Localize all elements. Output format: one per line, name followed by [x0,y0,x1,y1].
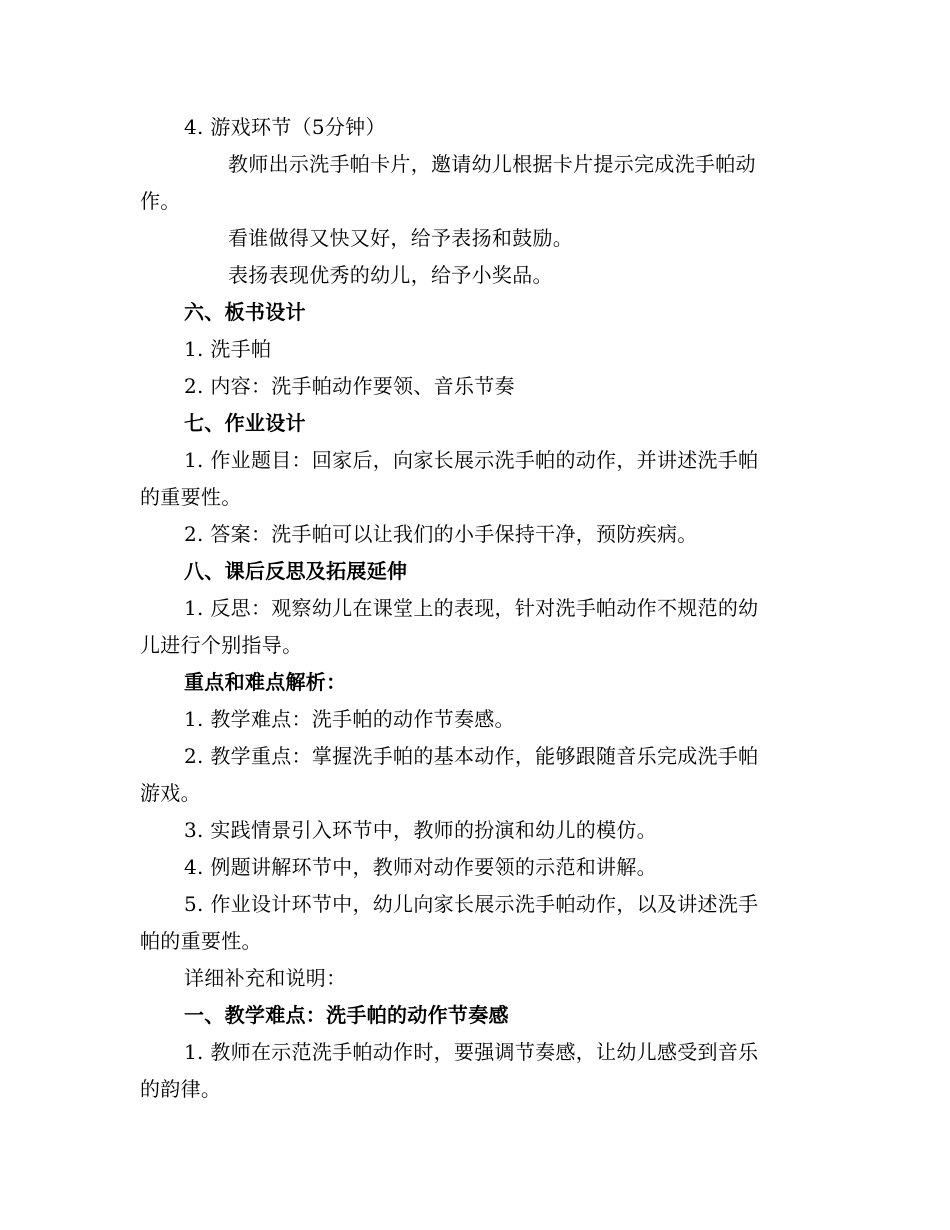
section-heading-teaching-difficulty: 一、教学难点：洗手帕的动作节奏感 [184,1003,509,1027]
paragraph-line: 帕的重要性。 [140,929,262,953]
paragraph-line: 游戏。 [140,781,201,805]
paragraph-line: 作。 [140,189,181,213]
list-item: 1. 洗手帕 [184,337,272,361]
list-item-game-section: 4. 游戏环节（5分钟） [184,115,386,139]
paragraph-line: 详细补充和说明： [184,966,347,990]
paragraph-line: 看谁做得又快又好，给予表扬和鼓励。 [228,226,574,250]
list-item: 1. 反思：观察幼儿在课堂上的表现，针对洗手帕动作不规范的幼 [184,596,759,620]
section-heading-homework-design: 七、作业设计 [184,411,306,435]
list-item: 1. 教学难点：洗手帕的动作节奏感。 [184,707,515,731]
list-item: 5. 作业设计环节中，幼儿向家长展示洗手帕动作，以及讲述洗手 [184,892,759,916]
list-item: 4. 例题讲解环节中，教师对动作要领的示范和讲解。 [184,855,657,879]
paragraph-line: 的韵律。 [140,1077,222,1101]
list-item: 3. 实践情景引入环节中，教师的扮演和幼儿的模仿。 [184,818,657,842]
list-item: 2. 内容：洗手帕动作要领、音乐节奏 [184,374,515,398]
section-heading-reflection: 八、课后反思及拓展延伸 [184,559,408,583]
section-heading-key-points: 重点和难点解析： [184,670,347,694]
list-item: 2. 答案：洗手帕可以让我们的小手保持干净，预防疾病。 [184,522,698,546]
list-item: 2. 教学重点：掌握洗手帕的基本动作，能够跟随音乐完成洗手帕 [184,744,759,768]
section-heading-board-design: 六、板书设计 [184,300,306,324]
paragraph-line: 的重要性。 [140,485,242,509]
paragraph-line: 表扬表现优秀的幼儿，给予小奖品。 [228,263,553,287]
list-item: 1. 作业题目：回家后，向家长展示洗手帕的动作，并讲述洗手帕 [184,448,759,472]
paragraph-line: 教师出示洗手帕卡片，邀请幼儿根据卡片提示完成洗手帕动 [228,152,756,176]
paragraph-line: 儿进行个别指导。 [140,633,303,657]
list-item: 1. 教师在示范洗手帕动作时，要强调节奏感，让幼儿感受到音乐 [184,1040,759,1064]
